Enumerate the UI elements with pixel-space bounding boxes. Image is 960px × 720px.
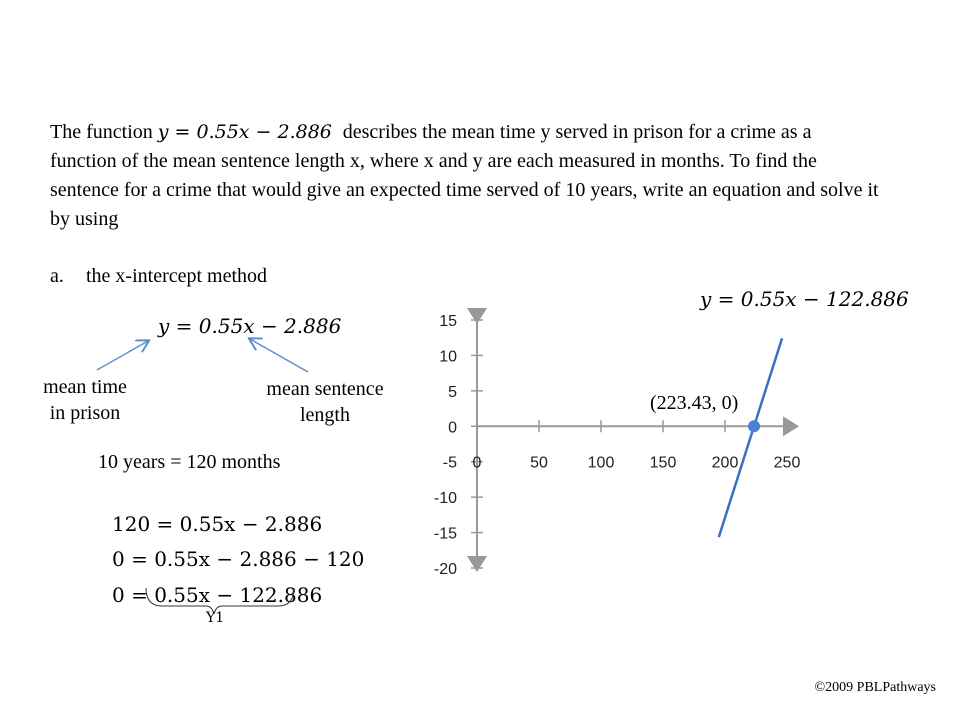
y-tick-label: -10 <box>433 490 457 508</box>
problem-text-after: describes the mean time y served in prison for a crime as a function of the mean sentence length x, where x and y are each measured in months. To find the sentence for a crime that would give an expected time served of 10 years, write an equation and solve it by using <box>50 121 879 230</box>
y-tick-label: -20 <box>433 561 457 578</box>
series-line <box>719 338 782 537</box>
x-tick-label: 0 <box>472 454 482 472</box>
y-tick-label: 5 <box>448 383 457 401</box>
copyright-notice: ©2009 PBLPathways <box>814 680 936 695</box>
x-tick-label: 200 <box>711 454 739 472</box>
problem-text-before: The function <box>50 121 153 143</box>
mean-time-label-line2: in prison <box>49 402 121 424</box>
x-tick-label: 50 <box>530 454 548 472</box>
arrow-mean-time <box>97 341 148 370</box>
mean-time-label-line1: mean time <box>43 376 127 398</box>
underbrace <box>146 588 294 614</box>
intercept-label: (223.43, 0) <box>650 392 739 414</box>
brace-label: Y1 <box>206 610 225 626</box>
step-2: 0 = 0.55x − 2.886 − 120 <box>112 547 365 571</box>
y-tick-label: 15 <box>439 313 457 330</box>
arrow-mean-sentence <box>250 339 308 372</box>
y-tick-label: 10 <box>439 348 457 366</box>
inline-equation: y = 0.55x − 2.886 <box>157 121 332 143</box>
mean-sentence-label-line1: mean sentence <box>266 378 384 400</box>
x-tick-label: 150 <box>649 454 677 472</box>
x-tick-label: 250 <box>773 454 801 472</box>
chart <box>434 313 801 578</box>
annotated-equation: y = 0.55x − 2.886 <box>158 314 342 338</box>
x-tick-label: 100 <box>587 454 615 472</box>
conversion-text: 10 years = 120 months <box>98 451 281 473</box>
y-tick-label: -5 <box>442 454 457 472</box>
y-tick-label: -15 <box>433 525 457 543</box>
step-3: 0 = 0.55x − 122.886 <box>112 583 323 607</box>
intercept-point <box>748 420 760 432</box>
item-a-marker: a. <box>50 265 64 287</box>
item-a-text: the x-intercept method <box>86 265 268 287</box>
y-tick-label: 0 <box>448 419 457 437</box>
step-1: 120 = 0.55x − 2.886 <box>112 512 323 536</box>
mean-sentence-label-line2: length <box>300 404 350 426</box>
graph-equation: y = 0.55x − 122.886 <box>700 287 909 311</box>
